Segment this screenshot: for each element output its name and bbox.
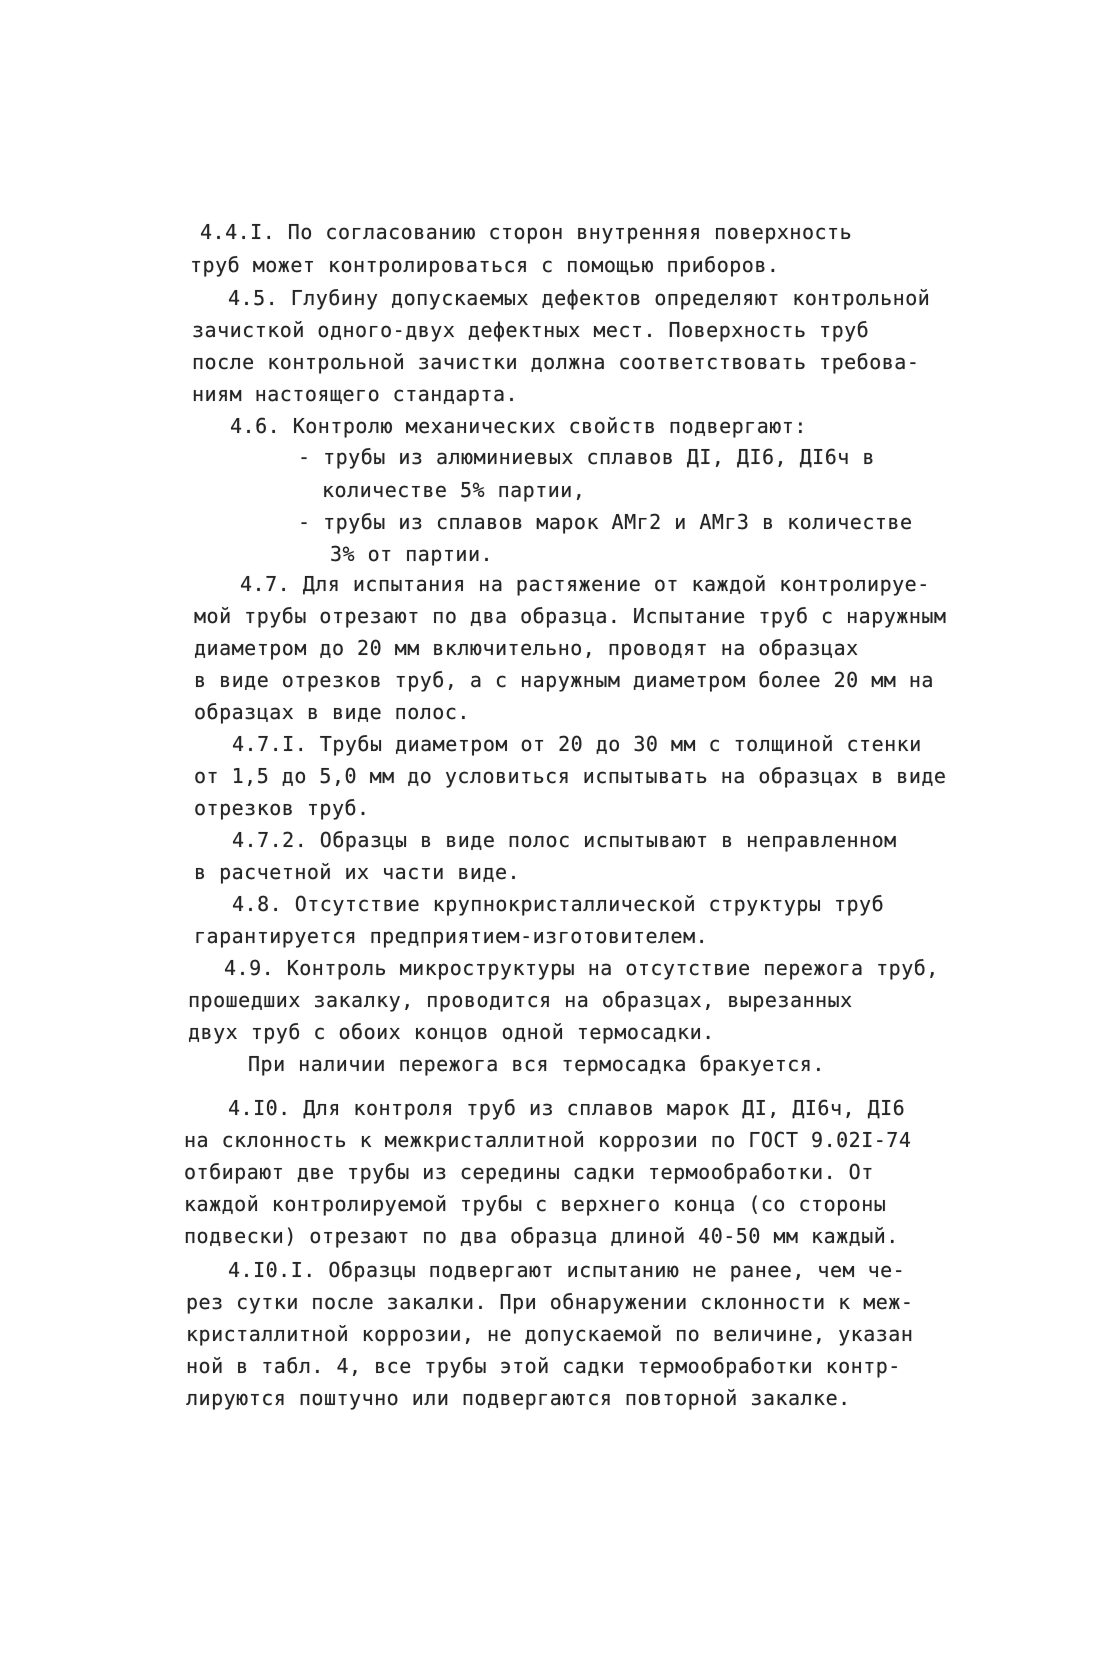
text-line: на склонность к межкристаллитной коррозии по ГОСТ 9.02I-74	[184, 1128, 912, 1152]
text-line: При наличии пережога вся термосадка бракуется.	[248, 1052, 825, 1076]
text-line: мой трубы отрезают по два образца. Испытание труб с наружным	[194, 604, 947, 628]
text-line: 4.9. Контроль микроструктуры на отсутствие пережога труб,	[224, 956, 939, 980]
text-line: количестве 5% партии,	[322, 478, 586, 502]
text-line: зачисткой одного-двух дефектных мест. Поверхность труб	[192, 318, 870, 342]
text-line: кристаллитной коррозии, не допускаемой по величине, указан	[186, 1322, 914, 1346]
text-line: отрезков труб.	[194, 796, 370, 820]
text-line: 4.6. Контролю механических свойств подвергают:	[230, 414, 807, 438]
text-line: 4.5. Глубину допускаемых дефектов определяют контрольной	[228, 286, 931, 310]
text-line: в виде отрезков труб, а с наружным диаметром более 20 мм на	[194, 668, 934, 692]
text-line: после контрольной зачистки должна соответствовать требова-	[192, 350, 920, 374]
text-line: отбирают две трубы из середины садки термообработки. От	[184, 1160, 874, 1184]
text-line: 4.I0. Для контроля труб из сплавов марок ДI, ДI6ч, ДI6	[228, 1096, 906, 1120]
text-line: диаметром до 20 мм включительно, проводят на образцах	[194, 636, 859, 660]
text-line: гарантируется предприятием-изготовителем.	[194, 924, 709, 948]
text-line: рез сутки после закалки. При обнаружении склонности к меж-	[186, 1290, 914, 1314]
text-line: труб может контролироваться с помощью приборов.	[190, 253, 780, 277]
text-line: лируются поштучно или подвергаются повторной закалке.	[186, 1386, 851, 1410]
text-line: двух труб с обоих концов одной термосадки.	[188, 1020, 715, 1044]
text-line: 3% от партии.	[330, 542, 494, 566]
text-line: ной в табл. 4, все трубы этой садки термообработки контр-	[186, 1354, 901, 1378]
text-line: каждой контролируемой трубы с верхнего конца (со стороны	[184, 1192, 887, 1216]
text-line: подвески) отрезают по два образца длиной 40-50 мм каждый.	[184, 1224, 899, 1248]
text-line: в расчетной их части виде.	[194, 860, 521, 884]
text-line: образцах в виде полос.	[194, 700, 470, 724]
text-line: 4.7.2. Образцы в виде полос испытывают в неправленном	[232, 828, 897, 852]
text-line: - трубы из алюминиевых сплавов ДI, ДI6, ДI6ч в	[298, 445, 875, 469]
text-line: 4.I0.I. Образцы подвергают испытанию не ранее, чем че-	[228, 1258, 906, 1282]
text-line: ниям настоящего стандарта.	[192, 382, 519, 406]
text-line: 4.8. Отсутствие крупнокристаллической структуры труб	[232, 892, 885, 916]
text-line: 4.4.I. По согласованию сторон внутренняя поверхность	[200, 220, 853, 244]
text-line: - трубы из сплавов марок АМг2 и АМг3 в количестве	[298, 510, 913, 534]
text-line: 4.7.I. Трубы диаметром от 20 до 30 мм с толщиной стенки	[232, 732, 922, 756]
text-line: от 1,5 до 5,0 мм до условиться испытывать на образцах в виде	[194, 764, 947, 788]
text-line: 4.7. Для испытания на растяжение от каждой контролируе-	[240, 572, 930, 596]
text-line: прошедших закалку, проводится на образцах, вырезанных	[188, 988, 853, 1012]
